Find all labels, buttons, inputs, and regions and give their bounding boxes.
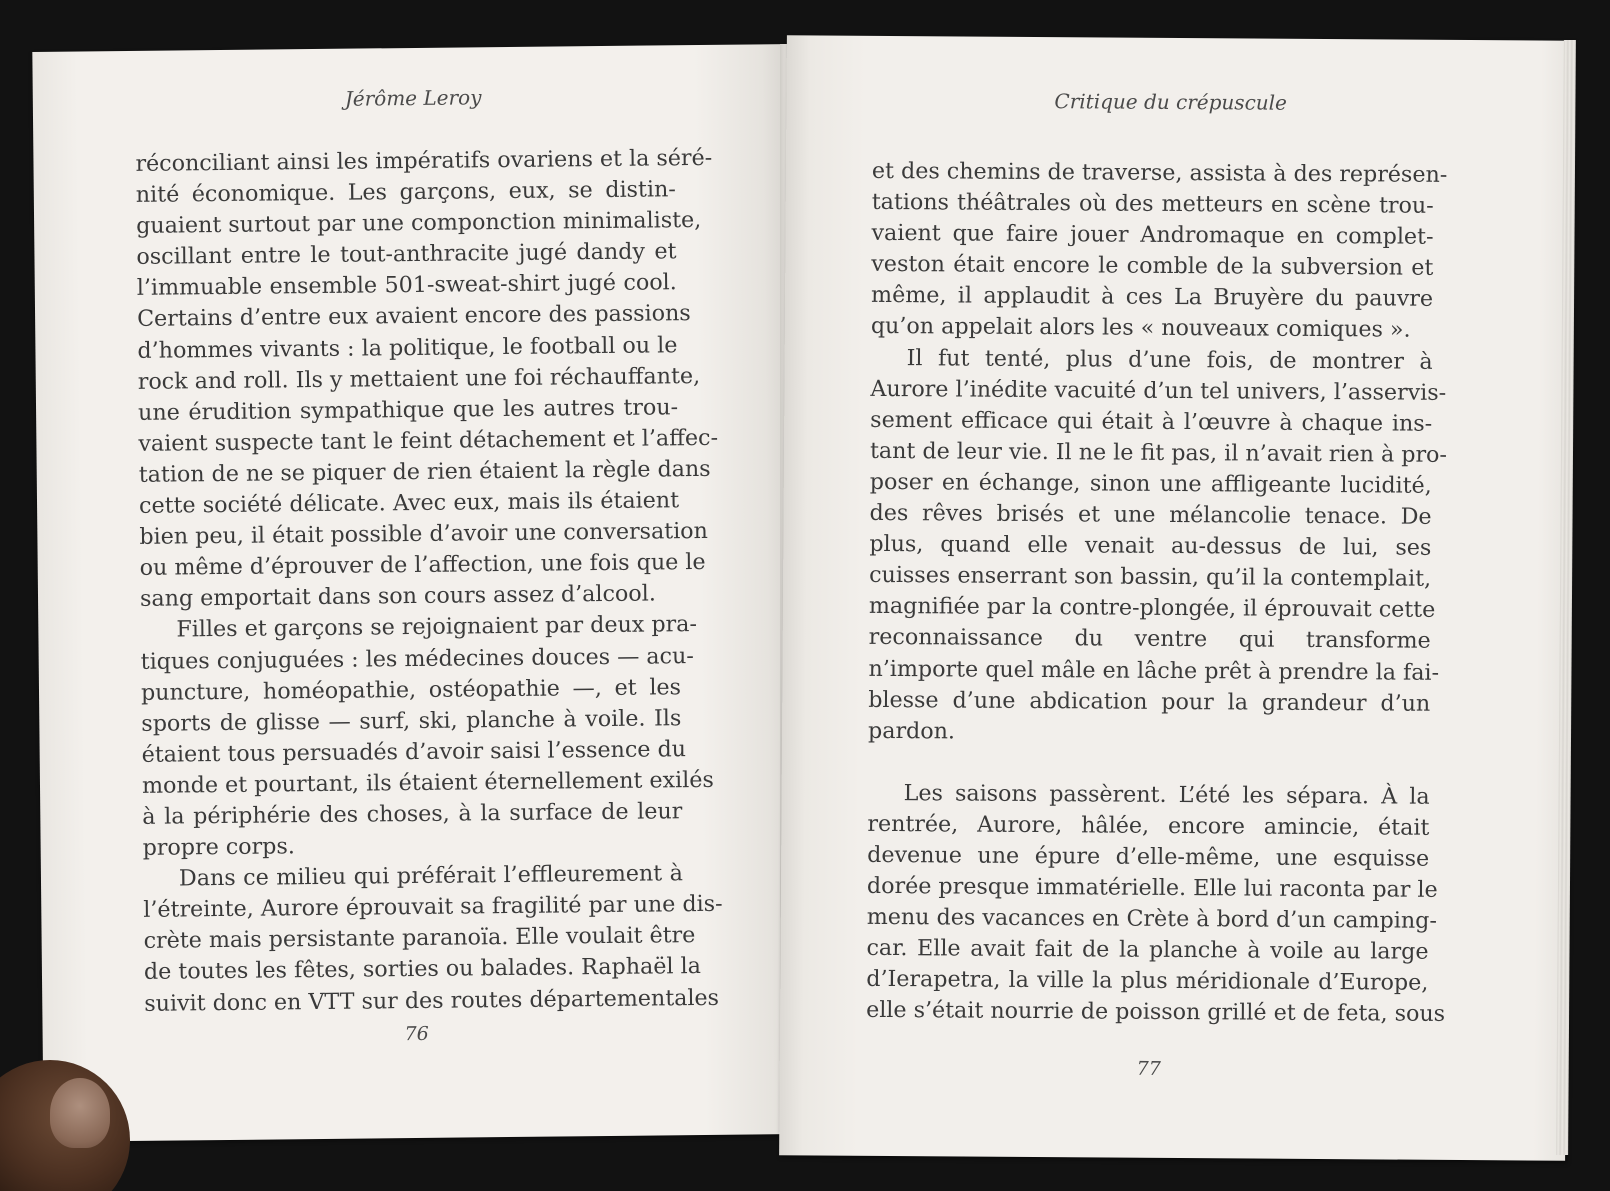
text-line: pardon. [867, 717, 956, 745]
text-line: nité économique. Les garçons, eux, se distin- [135, 176, 676, 208]
text-line: Les saisons passèrent. L’été les sépara. À la [903, 779, 1430, 810]
text-line: sports de glisse — surf, ski, planche à voile. Ils [141, 704, 682, 737]
text-line: bien peu, il était possible d’avoir une conversation [139, 518, 709, 550]
text-line: guaient surtout par une componction minimaliste, [136, 207, 702, 240]
text-line: Aurore l’inédite vacuité d’un tel univers, l’asservis- [870, 375, 1447, 406]
text-line: ou même d’éprouver de l’affection, une fois que le [139, 549, 706, 582]
thumbnail [50, 1078, 110, 1148]
text-line: sement efficace qui était à l’œuvre à chaque ins- [870, 406, 1433, 437]
text-line: reconnaissance du ventre qui transforme [868, 624, 1431, 655]
text-line: Dans ce milieu qui préférait l’effleurement à [178, 860, 684, 892]
text-line: poser en échange, sinon une affligeante lucidité, [869, 468, 1432, 499]
running-head-author: Jérôme Leroy [344, 85, 482, 111]
text-line: sang emportait dans son cours assez d’alcool. [139, 580, 656, 613]
right-page-text [866, 156, 1448, 1030]
text-line: vaient suspecte tant le feint détachement et l’affec- [138, 424, 719, 457]
text-line: étaient tous persuadés d’avoir saisi l’essence du [141, 735, 687, 768]
text-line: à la périphérie des choses, à la surface de leur [142, 798, 683, 830]
text-line: qu’on appelait alors les « nouveaux comiques ». [870, 313, 1411, 344]
text-line: une érudition sympathique que les autres trou- [137, 393, 679, 426]
text-line: dorée presque immatérielle. Elle lui raconta par le [866, 872, 1438, 903]
paragraph [867, 342, 1448, 750]
page-number-left: 76 [404, 1022, 429, 1046]
text-line: n’importe quel mâle en lâche prêt à prendre la fai- [868, 655, 1440, 686]
text-line: plus, quand elle venait au-dessus de lui, ses [869, 530, 1432, 561]
text-line: tations théâtrales où des metteurs en scène trou- [871, 188, 1434, 219]
text-line: l’étreinte, Aurore éprouvait sa fragilité par une dis- [143, 891, 723, 924]
text-line: cette société délicate. Avec eux, mais ils étaient [138, 487, 680, 519]
right-page [779, 35, 1573, 1160]
text-line: rock and roll. Ils y mettaient une foi réchauffante, [137, 362, 701, 395]
paragraph [140, 610, 714, 864]
left-page-text [135, 143, 723, 1019]
text-line: devenue une épure d’elle-même, une esquisse [867, 841, 1430, 872]
text-line: Filles et garçons se rejoignaient par deux pra- [176, 611, 698, 643]
text-line: magnifiée par la contre-plongée, il éprouvait cette [868, 593, 1436, 624]
text-line: l’immuable ensemble 501-sweat-shirt jugé cool. [136, 269, 677, 302]
text-line: monde et pourtant, ils étaient éternellement exilés [141, 766, 714, 799]
text-line: de toutes les fêtes, sorties ou balades. Raphaël la [143, 953, 702, 986]
text-line: cuisses enserrant son bassin, qu’il la contemplait, [869, 562, 1432, 592]
text-line: crète mais persistante paranoïa. Elle voulait être [143, 922, 696, 955]
text-line: même, il applaudit à ces La Bruyère du pauvre [871, 282, 1434, 313]
text-line: vaient que faire jouer Andromaque en complet- [871, 220, 1434, 250]
text-line: Il fut tenté, plus d’une fois, de montrer à [906, 344, 1433, 375]
text-line: et des chemins de traverse, assista à des représen- [871, 157, 1448, 188]
text-line: blesse d’une abdication pour la grandeur d’un [868, 686, 1431, 717]
text-line: rentrée, Aurore, hâlée, encore amincie, était [867, 810, 1430, 841]
text-line: Certains d’entre eux avaient encore des passions [136, 300, 691, 333]
text-line: réconciliant ainsi les impératifs ovariens et la séré- [135, 144, 713, 177]
text-line: propre corps. [142, 833, 295, 861]
paragraph [866, 778, 1446, 1031]
text-line: veston était encore le comble de la subversion et [871, 251, 1434, 282]
left-page [32, 44, 795, 1142]
text-line: tant de leur vie. Il ne le fit pas, il n’avait rien à pro- [869, 437, 1448, 468]
paragraph [870, 156, 1448, 346]
section-break [868, 747, 1430, 782]
page-number-right: 77 [1136, 1057, 1161, 1080]
text-line: elle s’était nourrie de poisson grillé et de feta, sous [866, 997, 1446, 1028]
text-line: tiques conjuguées : les médecines douces — acu- [140, 642, 694, 675]
text-line: d’Ierapetra, la ville la plus méridionale d’Europe, [866, 966, 1429, 997]
paragraph [143, 858, 723, 1019]
running-head-title: Critique du crépuscule [1054, 89, 1288, 115]
text-line: menu des vacances en Crète à bord d’un camping- [866, 904, 1437, 934]
text-line: car. Elle avait fait de la planche à voile au large [866, 935, 1429, 966]
text-line: oscillant entre le tout-anthracite jugé dandy et [136, 238, 677, 271]
text-line: tation de ne se piquer de rien étaient la règle dans [138, 455, 711, 488]
paragraph [135, 143, 719, 615]
text-line: d’hommes vivants : la politique, le football ou le [137, 331, 678, 364]
text-line: suivit donc en VTT sur des routes départementales [144, 984, 720, 1017]
text-line: des rêves brisés et une mélancolie tenace. De [869, 499, 1432, 530]
text-line: puncture, homéopathie, ostéopathie —, et les [140, 673, 682, 706]
